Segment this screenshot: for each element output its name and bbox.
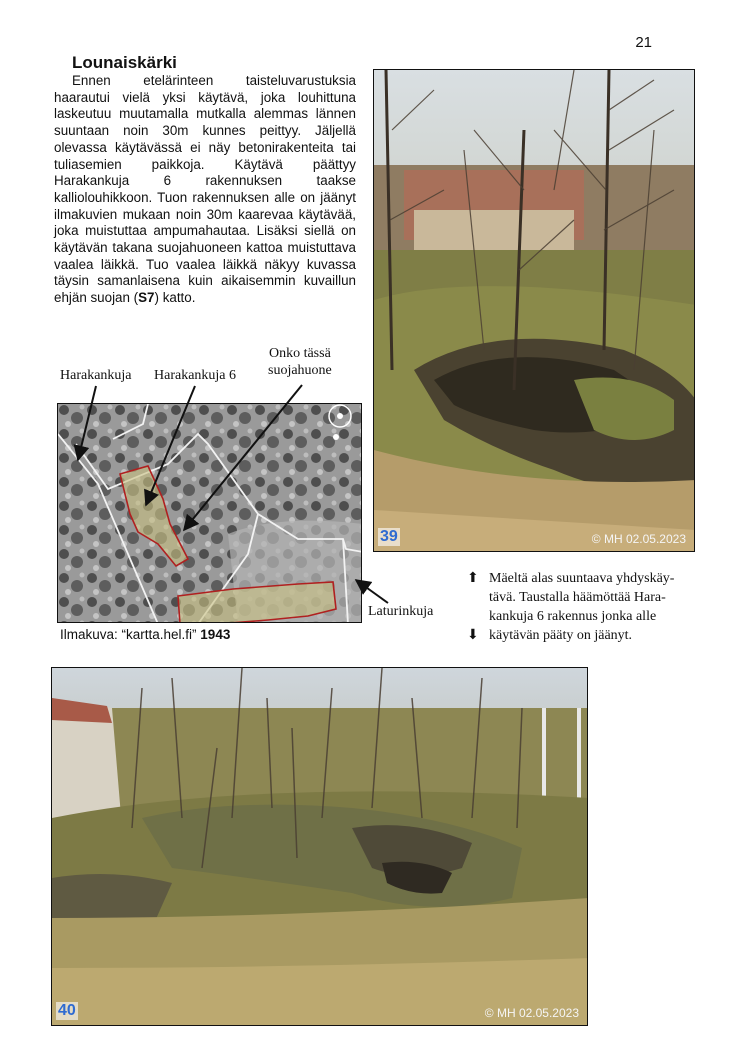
arrow-laturinkuja [356, 580, 388, 603]
photo-39-caption [467, 569, 697, 645]
arrow-up-icon: ⬆ [467, 570, 479, 586]
caption-line-3: kankuja 6 rakennus jonka alle [489, 609, 657, 624]
caption-line-4: käytävän pääty on jäänyt. [489, 628, 633, 643]
label-harakankuja: Harakankuja [60, 368, 132, 383]
label-suojahuone-line1: Onko tässä [268, 346, 331, 361]
map-caption-source: Ilmakuva: “kartta.hel.fi” [60, 627, 201, 642]
photo-credit-39: © MH 02.05.2023 [591, 532, 686, 546]
photo-credit-40: © MH 02.05.2023 [484, 1006, 579, 1020]
photo-number-40: 40 [58, 1002, 76, 1019]
map-caption-year: 1943 [200, 627, 231, 642]
section-heading: Lounaiskärki [72, 53, 177, 72]
shelter-reference: S7 [138, 290, 155, 306]
body-text-part2: ) katto. [154, 290, 196, 306]
photo-40 [51, 667, 588, 1026]
body-text-part1: Ennen etelärinteen taisteluvarustuksia haarautui vielä yksi käytävä, joka louhittuna laskeutuu muutamalla mutkalla alemmas lännen suuntaan noin 30m kunnes peittyy. Jäljellä olevassa käytävässä ei näy betonirakenteita tai tuliasemien paikkoja. Käytävä päättyy Harakankuja 6 rakennuksen taakse kalliolouhikkoon. Tuon rakennuksen alle on jäänyt ilmakuvien mukaan noin 30m kaarevaa käytävää, joka muistuttaa ampumahautaa. Lisäksi siellä on käytävän takana suojahuoneen kattoa muistuttava vaalea läikkä. Tuo vaalea läikkä näkyy kuvassa täysin samanlaisena kuin aikaisemmin kuvaillun ehjän suojan ( [54, 73, 356, 306]
label-laturinkuja: Laturinkuja [368, 604, 434, 619]
caption-line [467, 569, 697, 588]
map-caption [60, 627, 230, 642]
arrow-down-icon: ⬇ [467, 627, 479, 643]
caption-line [467, 626, 697, 645]
caption-line [467, 588, 697, 607]
arrow-harakankuja-6 [146, 386, 195, 505]
label-harakankuja-6: Harakankuja 6 [154, 368, 237, 383]
caption-line-2: tävä. Taustalla häämöttää Hara- [489, 590, 666, 605]
arrow-suojahuone [184, 385, 302, 530]
caption-line [467, 607, 697, 626]
page-number: 21 [635, 34, 652, 51]
arrow-harakankuja [78, 386, 96, 460]
photo-number-39: 39 [380, 528, 398, 545]
photo-40-image [52, 668, 588, 1026]
label-suojahuone-line2: suojahuone [268, 363, 332, 378]
caption-line-1: Mäeltä alas suuntaava yhdyskäy- [489, 571, 675, 586]
